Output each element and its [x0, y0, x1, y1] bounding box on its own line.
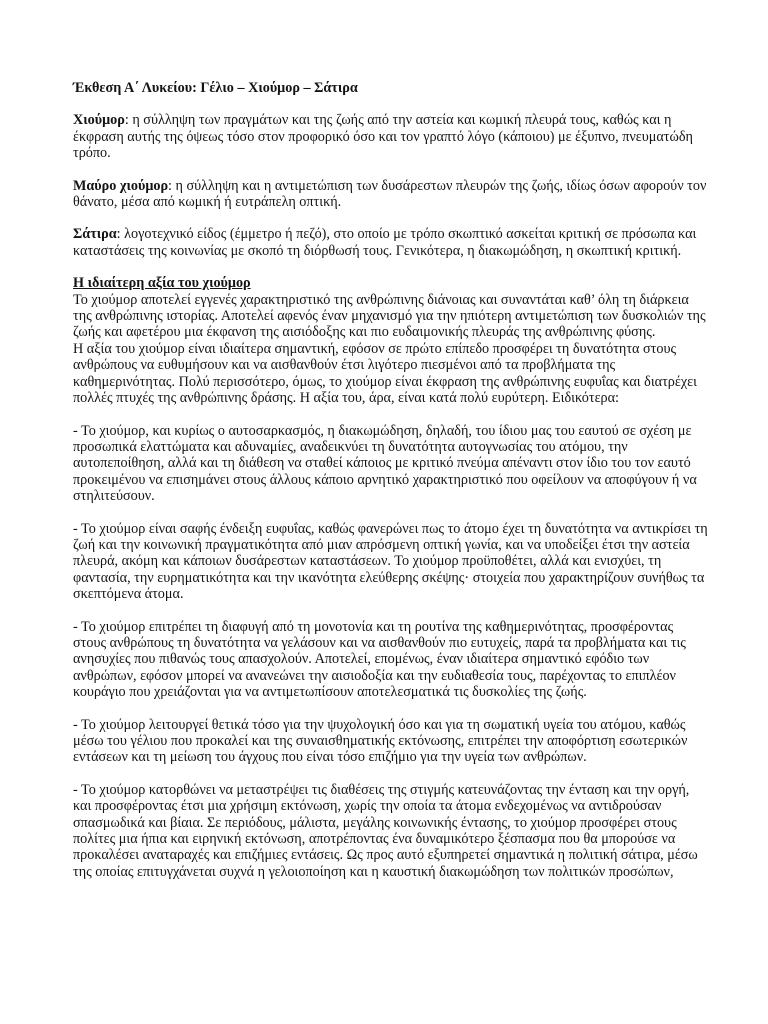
document-title: Έκθεση Α΄ Λυκείου: Γέλιο – Χιούμορ – Σάτιρα — [73, 80, 358, 96]
definition-text: : η σύλληψη των πραγμάτων και της ζωής από την αστεία και κωμική πλευρά τους, καθώς και η έκφραση αυτής της όψεως τόσο στον προφορικό όσο και τον γραπτό λόγο (κάποιου) με έξυπνο, πνευματώδη τρόπο. — [73, 112, 693, 162]
bullet-paragraph: - Το χιούμορ είναι σαφής ένδειξη ευφυΐας, καθώς φανερώνει πως το άτομο έχει τη δυνατότητα να αντικρίσει τη ζωή και την κοινωνική πραγματικότητα από μιαν απρόσμενη οπτική γωνία, και να υποδείξει έτσι την αστεία πλευρά, ακόμη και κάποιων δυσάρεστων καταστάσεων. Το χιούμορ προϋποθέτει, αλλά και ενισχύει, τη φαντασία, την ευρηματικότητα και την ικανότητα ελεύθερης σκέψης· στοιχεία που χαρακτηρίζουν συνήθως τα σκεπτόμενα άτομα. — [73, 520, 708, 603]
bullet-paragraph: - Το χιούμορ λειτουργεί θετικά τόσο για την ψυχολογική όσο και για τη σωματική υγεία του ατόμου, καθώς μέσω του γέλιου που προκαλεί και της συναισθηματικής εκτόνωσης, επιτρέπει την αποφόρτιση εσωτερικών εντάσεων και τη μείωση του άγχους που είναι τόσο επιζήμιο για την υγεία των ανθρώπων. — [73, 716, 688, 766]
bullet-paragraph: - Το χιούμορ, και κυρίως ο αυτοσαρκασμός, η διακωμώδηση, δηλαδή, του ίδιου μας του εαυτού σε σχέση με προσωπικά ελαττώματα και αδυναμίες, αναδεικνύει τη δυνατότητα αυτογνωσίας του ατόμου, την αυτοπεποίθηση, αλλά και τη διάθεση να σταθεί κάποιος με κριτικό πνεύμα απέναντι στον ίδιο του τον εαυτό προκειμένου να επισημάνει στους άλλους κάποιο αρνητικό χαρακτηριστικό που οφείλουν να αποφύγουν ή να στηλιτεύσουν. — [73, 422, 697, 505]
definition-term: Σάτιρα — [73, 226, 117, 243]
definition-text: : λογοτεχνικό είδος (έμμετρο ή πεζό), στο οποίο με τρόπο σκωπτικό ασκείται κριτική σε πρόσωπα και καταστάσεις της κοινωνίας με σκοπό τη διόρθωσή τους. Γενικότερα, η διακωμώδηση, η σκωπτική κριτική. — [73, 226, 697, 259]
paragraph-spacer — [73, 407, 708, 423]
bullet-paragraph: - Το χιούμορ επιτρέπει τη διαφυγή από τη μονοτονία και τη ρουτίνα της καθημερινότητας, προσφέροντας στους ανθρώπους τη δυνατότητα να γελάσουν και να αισθανθούν πιο ευτυχείς, παρά τα προβλήματα και τις ανησυχίες που πιθανώς τους απασχολούν. Αποτελεί, επομένως, έναν ιδιαίτερα σημαντικό εφόδιο των ανθρώπων, εφόσον μπορεί να ανανεώνει την αισιοδοξία και την ευδιαθεσία τους, παρέχοντας το επιπλέον κουράγιο που χρειάζονται για να αντιμετωπίσουν αποτελεσματικά τις δυσκολίες της ζωής. — [73, 618, 686, 701]
definition-term: Μαύρο χιούμορ — [73, 177, 169, 194]
definition-term: Χιούμορ — [73, 112, 125, 129]
intro-paragraph: Η αξία του χιούμορ είναι ιδιαίτερα σημαντική, εφόσον σε πρώτο επίπεδο προσφέρει τη δυνατότητα στους ανθρώπους να ευθυμήσουν και να αισθανθούν έτσι λιγότερο πιεσμένοι από τα προβλήματα της καθημερινότητας. Πολύ περισσότερο, όμως, το χιούμορ είναι έκφραση της ανθρώπινης ευφυΐας και διατρέχει πολλές πτυχές της ανθρώπινης δράσης. Η αξία του, άρα, είναι κατά πολύ ευρύτερη. Ειδικότερα: — [73, 340, 697, 407]
definition-text: : η σύλληψη και η αντιμετώπιση των δυσάρεστων πλευρών της ζωής, ιδίως όσων αφορούν τον θάνατο, μέσα από κωμική ή ευτράπελη οπτική. — [73, 177, 707, 211]
definition-humor — [73, 112, 708, 161]
bullet-paragraph: - Το χιούμορ κατορθώνει να μεταστρέψει τις διαθέσεις της στιγμής κατευνάζοντας την ένταση και την οργή, και προσφέροντας έτσι μια χρήσιμη εκτόνωση, χωρίς την οποία τα άτομα ενδεχομένως να αντιδρούσαν σπασμωδικά και βίαια. Σε περιόδους, μάλιστα, μεγάλης κοινωνικής έντασης, το χιούμορ προσφέρει στους πολίτες μια ήπια και ειρηνική εκτόνωση, αποτρέποντας ένα δυναμικότερο ξέσπασμα που θα μπορούσε να προκαλέσει αναταραχές και επιζήμιες εντάσεις. Ως προς αυτό εξυπηρετεί σημαντικά η πολιτική σάτιρα, μέσω της οποίας επιτυγχάνεται συχνά η γελοιοποίηση και η καυστική διακωμώδηση των πολιτικών προσώπων, — [73, 781, 698, 880]
definition-satire — [73, 226, 708, 259]
section-heading: Η ιδιαίτερη αξία του χιούμορ — [73, 275, 251, 292]
intro-paragraph: Το χιούμορ αποτελεί εγγενές χαρακτηριστικό της ανθρώπινης διάνοιας και συναντάται καθ’ όλη τη διάρκεια της ανθρώπινης ιστορίας. Αποτελεί αφενός έναν μηχανισμό για την ηπιότερη αντιμετώπιση των δυσκολιών της ζωής και αφετέρου μια έκφανση της αισιόδοξης και πιο ευδαιμονικής πλευράς της ανθρώπινης φύσης. — [73, 291, 706, 341]
definition-black-humor — [73, 178, 708, 211]
